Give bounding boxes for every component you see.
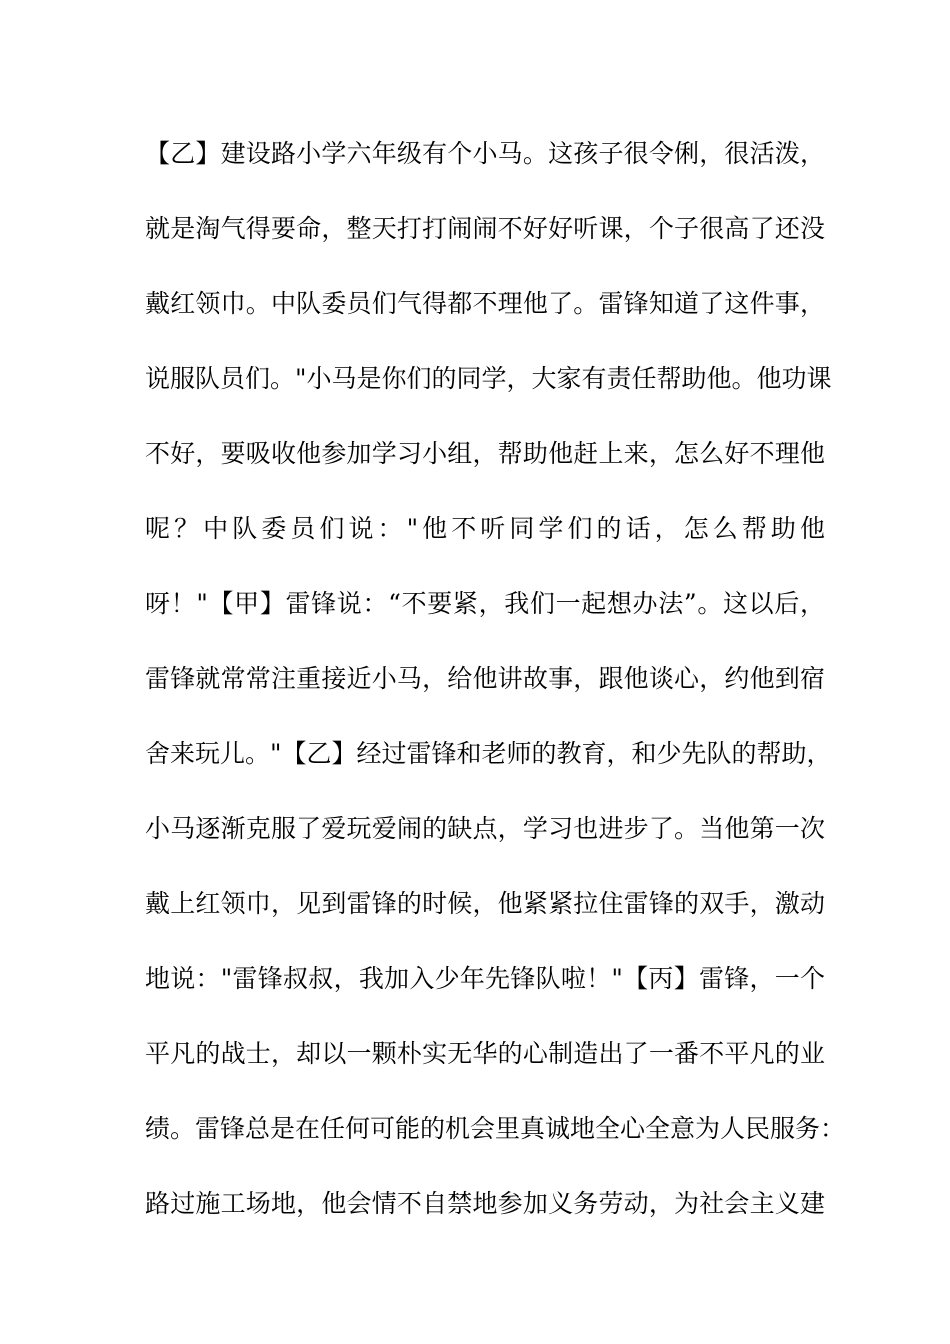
text-line: 地说："雷锋叔叔，我加入少年先锋队啦！"【丙】雷锋，一个	[145, 964, 825, 993]
text-line: 路过施工场地，他会情不自禁地参加义务劳动，为社会主义建	[145, 1189, 825, 1218]
body-text	[145, 130, 846, 1255]
text-line: 戴上红领巾，见到雷锋的时候，他紧紧拉住雷锋的双手，激动	[145, 889, 825, 918]
text-line: 【乙】建设路小学六年级有个小马。这孩子很令俐，很活泼，	[145, 139, 825, 168]
text-line: 呀！"【甲】雷锋说：“不要紧，我们一起想办法”。这以后，	[145, 589, 825, 618]
text-line: 雷锋就常常注重接近小马，给他讲故事，跟他谈心，约他到宿	[145, 664, 825, 693]
text-line: 就是淘气得要命，整天打打闹闹不好好听课，个子很高了还没	[145, 214, 825, 243]
text-line: 绩。雷锋总是在任何可能的机会里真诚地全心全意为人民服务：	[145, 1114, 846, 1143]
text-line: 小马逐渐克服了爱玩爱闹的缺点，学习也进步了。当他第一次	[145, 814, 825, 843]
text-line: 不好，要吸收他参加学习小组，帮助他赶上来，怎么好不理他	[145, 439, 825, 468]
text-line: 戴红领巾。中队委员们气得都不理他了。雷锋知道了这件事，	[145, 289, 825, 318]
text-line: 说服队员们。"小马是你们的同学，大家有责任帮助他。他功课	[145, 364, 832, 393]
text-line: 舍来玩儿。"【乙】经过雷锋和老师的教育，和少先队的帮助，	[145, 739, 832, 768]
text-line: 平凡的战士，却以一颗朴实无华的心制造出了一番不平凡的业	[145, 1039, 825, 1068]
text-line: 呢？中队委员们说："他不听同学们的话，怎么帮助他	[145, 514, 825, 543]
